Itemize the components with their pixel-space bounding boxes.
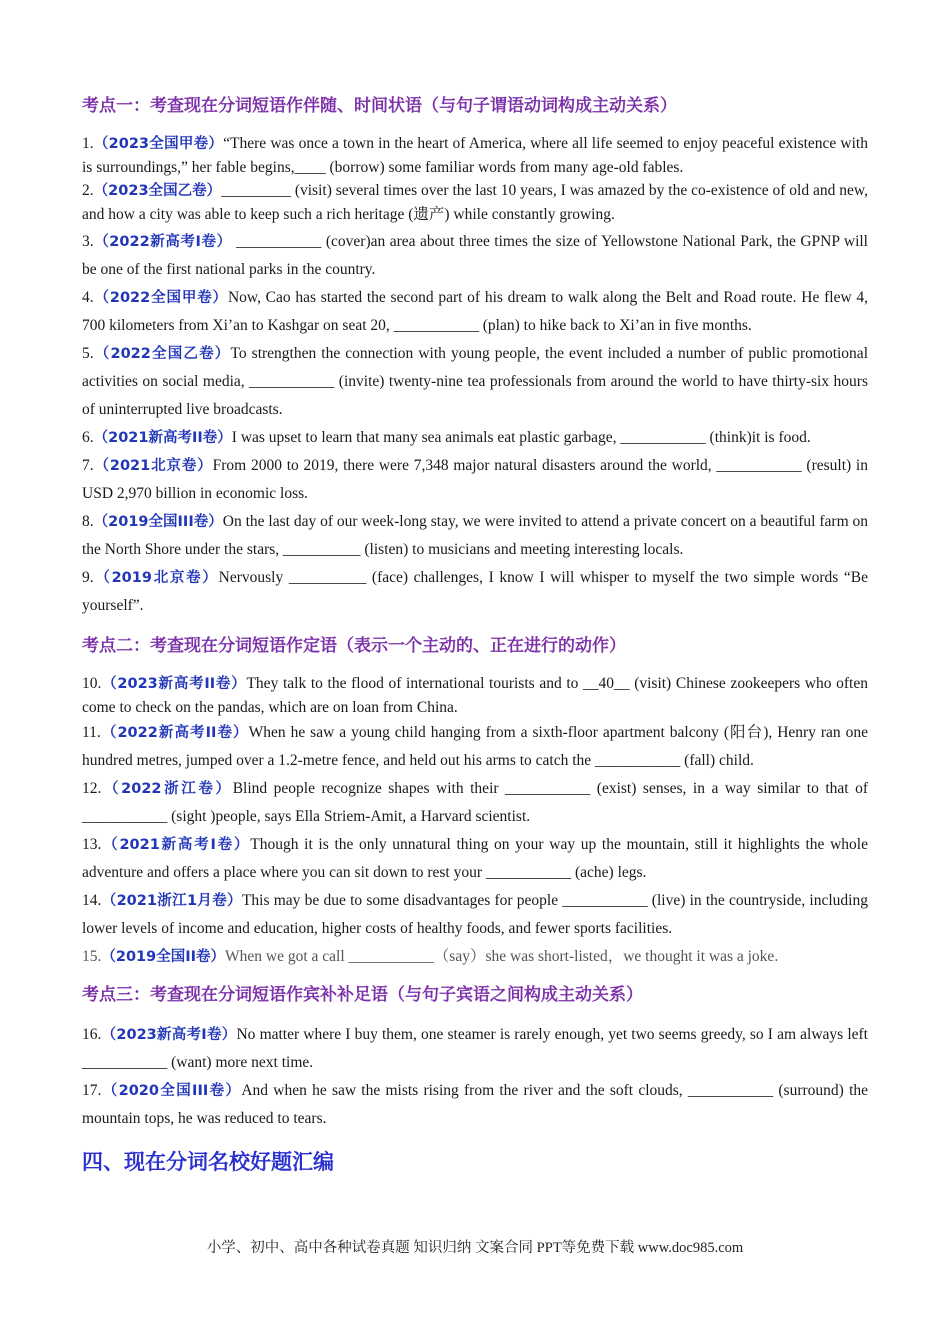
question-source: （2021北京卷）: [93, 458, 213, 474]
question-6: [82, 424, 868, 452]
question-text: When we got a call ___________（say）she was short-listed，we thought it was a joke.: [225, 948, 779, 965]
question-number: 2.: [82, 182, 94, 199]
question-text: When he saw a young child hanging from a sixth-floor apartment balcony (阳台), Henry ran one hundred metres, jumped over a 1.2-metre fence, and held out his arms to catch the ___________ (fall) child.: [82, 724, 868, 769]
question-number: 10.: [82, 675, 102, 692]
section-title-3: 考点三：考查现在分词短语作宾补补足语（与句子宾语之间构成主动关系）: [82, 985, 643, 1005]
question-11: [82, 719, 868, 775]
question-source: （2022新高考I卷）: [93, 234, 232, 250]
question-number: 7.: [82, 457, 94, 474]
question-13: [82, 831, 868, 887]
question-3: [82, 228, 868, 284]
document-page: [82, 92, 868, 1179]
chapter-heading: 四、现在分词名校好题汇编: [82, 1150, 334, 1174]
question-14: [82, 887, 868, 943]
question-10: [82, 672, 868, 719]
question-text: Though it is the only unnatural thing on your way up the mountain, still it highlights the whole adventure and offers a place where you can sit down to rest your ___________ (ache) legs.: [82, 836, 868, 881]
section-title-1: 考点一：考查现在分词短语作伴随、时间状语（与句子谓语动词构成主动关系）: [82, 96, 677, 116]
question-text: On the last day of our week-long stay, we were invited to attend a private concert on a beautiful farm on the North Shore under the stars, __________ (listen) to musicians and meeting interesting locals.: [82, 513, 869, 558]
question-text: _________ (visit) several times over the last 10 years, I was amazed by the co-existence of old and new, and how a city was able to keep such a rich heritage (遗产) while constantly growing.: [82, 182, 868, 223]
question-text: They talk to the flood of international tourists and to __40__ (visit) Chinese zookeepers who often come to check on the pandas, which are on loan from China.: [82, 675, 868, 716]
question-source: （2022浙江卷）: [101, 781, 233, 797]
question-text: This may be due to some disadvantages for people ___________ (live) in the countryside, including lower levels of income and education, higher costs of healthy foods, and fewer sports facilities.: [82, 892, 868, 937]
question-number: 9.: [82, 569, 94, 586]
question-source: （2020全国III卷）: [101, 1083, 242, 1099]
question-number: 3.: [82, 233, 94, 250]
question-number: 1.: [82, 135, 94, 152]
question-text: Nervously __________ (face) challenges, I know I will whisper to myself the two simple words “Be yourself”.: [82, 569, 868, 614]
question-9: [82, 564, 868, 620]
question-7: [82, 452, 868, 508]
question-number: 12.: [82, 780, 102, 797]
question-1: [82, 132, 868, 179]
question-source: （2023全国甲卷）: [93, 136, 224, 152]
question-text: Blind people recognize shapes with their ___________ (exist) senses, in a way similar to that of ___________ (sight )people, says Ella Striem-Amit, a Harvard scientist.: [82, 780, 868, 825]
question-source: （2019全国III卷）: [93, 514, 223, 530]
question-number: 5.: [82, 345, 94, 362]
question-number: 14.: [82, 892, 102, 909]
question-source: （2023新高考I卷）: [101, 1027, 237, 1043]
question-number: 15.: [82, 948, 102, 965]
question-text: I was upset to learn that many sea animals eat plastic garbage, ___________ (think)it is food.: [231, 429, 811, 446]
question-15: [82, 943, 868, 971]
question-source: （2021新高考II卷）: [93, 430, 232, 446]
question-number: 6.: [82, 429, 94, 446]
question-text: No matter where I buy them, one steamer is rarely enough, yet two seems greedy, so I am always left ___________ (want) more next time.: [82, 1026, 868, 1071]
question-text: To strengthen the connection with young people, the event included a number of public promotional activities on social media, ___________ (invite) twenty-nine tea professionals from around the world to have thirty-six hours of uninterrupted live broadcasts.: [82, 345, 868, 418]
question-source: （2022新高考II卷）: [100, 725, 249, 741]
question-source: （2019北京卷）: [93, 570, 219, 586]
question-number: 17.: [82, 1082, 102, 1099]
question-source: （2022全国乙卷）: [93, 346, 231, 362]
question-4: [82, 284, 868, 340]
question-number: 16.: [82, 1026, 102, 1043]
question-number: 13.: [82, 836, 102, 853]
question-number: 8.: [82, 513, 94, 530]
question-16: [82, 1021, 868, 1077]
question-number: 4.: [82, 289, 94, 306]
page-footer: 小学、初中、高中各种试卷真题 知识归纳 文案合同 PPT等免费下载 www.doc985.com: [206, 1240, 744, 1256]
question-source: （2022全国甲卷）: [93, 290, 228, 306]
question-source: （2023全国乙卷）: [93, 183, 222, 199]
section-title-2: 考点二：考查现在分词短语作定语（表示一个主动的、正在进行的动作）: [82, 636, 626, 656]
question-17: [82, 1077, 868, 1133]
question-12: [82, 775, 868, 831]
question-5: [82, 340, 868, 424]
question-text: From 2000 to 2019, there were 7,348 major natural disasters around the world, ___________ (result) in USD 2,970 billion in economic loss.: [82, 457, 868, 502]
question-8: [82, 508, 868, 564]
question-text: And when he saw the mists rising from the river and the soft clouds, ___________ (surround) the mountain tops, he was reduced to tears.: [82, 1082, 869, 1127]
question-text: Now, Cao has started the second part of his dream to walk along the Belt and Road route. He flew 4, 700 kilometers from Xi’an to Kashgar on seat 20, ___________ (plan) to hike back to Xi’an in five months.: [82, 289, 869, 334]
question-text: “There was once a town in the heart of America, where all life seemed to enjoy peaceful existence with is surroundings,” her fable begins,____ (borrow) some familiar words from many age-old fables.: [82, 135, 868, 176]
question-source: （2021浙江1月卷）: [101, 893, 242, 909]
question-source: （2021新高考I卷）: [101, 837, 251, 853]
question-2: [82, 179, 868, 226]
question-number: 11.: [82, 724, 101, 741]
question-text: ___________ (cover)an area about three times the size of Yellowstone National Park, the GPNP will be one of the first national parks in the country.: [82, 233, 868, 278]
question-source: （2023新高考II卷）: [101, 676, 247, 692]
question-source: （2019全国II卷）: [101, 949, 226, 965]
